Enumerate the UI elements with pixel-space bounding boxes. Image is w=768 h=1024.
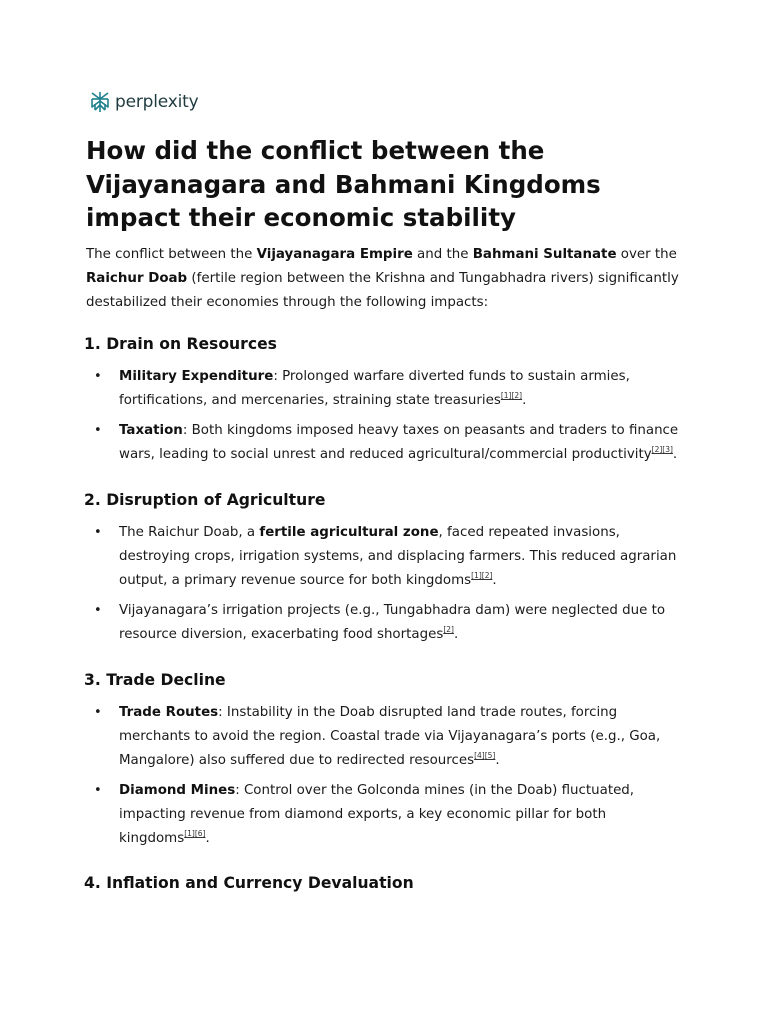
- list-item: [94, 419, 686, 467]
- item-text: : Instability in the Doab disrupted land trade routes, forcing merchants to avoid the region. Coastal trade via Vijayanagara’s ports (e.g., Goa, Mangalore) also suffered due to redirected resources: [119, 705, 661, 768]
- intro-bold-term: Vijayanagara Empire: [256, 246, 413, 262]
- perplexity-logo[interactable]: [89, 90, 198, 114]
- brand-wordmark: perplexity: [115, 92, 199, 112]
- item-end: .: [205, 831, 210, 846]
- item-bold-term: fertile agricultural zone: [259, 525, 439, 540]
- item-end: .: [522, 393, 527, 408]
- item-text: , faced repeated invasions, destroying crops, irrigation systems, and displacing farmers. This reduced agrarian output, a primary revenue source for both kingdoms: [119, 525, 677, 588]
- citations: [474, 751, 495, 760]
- citation-link[interactable]: [1]: [500, 391, 512, 400]
- citations: [501, 391, 522, 400]
- citation-link[interactable]: [1]: [471, 571, 482, 580]
- citation-link[interactable]: [6]: [194, 829, 206, 838]
- item-text: : Prolonged warfare diverted funds to sustain armies, fortifications, and mercenaries, straining state treasuries: [119, 369, 630, 408]
- citation-link[interactable]: [5]: [484, 751, 496, 760]
- list-item: [94, 521, 686, 593]
- list-item: [94, 599, 686, 647]
- item-bold-term: Military Expenditure: [119, 369, 274, 384]
- section-list: [94, 701, 686, 857]
- intro-text: The conflict between the: [86, 246, 257, 262]
- citations: [184, 829, 205, 838]
- citation-link[interactable]: [2]: [443, 625, 454, 634]
- citation-link[interactable]: [4]: [474, 751, 485, 760]
- bullet: •: [94, 705, 102, 720]
- item-text: : Both kingdoms imposed heavy taxes on peasants and traders to finance wars, leading to social unrest and reduced agricultural/commercial productivity: [119, 423, 679, 462]
- intro-text: and the: [412, 246, 473, 262]
- item-bold-term: Trade Routes: [119, 705, 219, 720]
- section-heading: 2. Disruption of Agriculture: [84, 491, 326, 509]
- section-list: [94, 521, 686, 653]
- item-text: The Raichur Doab, a: [119, 525, 260, 540]
- item-bold-term: Taxation: [119, 423, 183, 438]
- bullet: •: [94, 525, 102, 540]
- citation-link[interactable]: [2]: [511, 391, 523, 400]
- item-bold-term: Diamond Mines: [119, 783, 236, 798]
- bullet: •: [94, 603, 102, 618]
- citation-link[interactable]: [2]: [651, 445, 663, 454]
- item-text: Vijayanagara’s irrigation projects (e.g., Tungabhadra dam) were neglected due to resource diversion, exacerbating food shortages: [119, 603, 666, 642]
- page-title: How did the conflict between the Vijayanagara and Bahmani Kingdoms impact their economic stability: [86, 136, 601, 232]
- item-end: .: [492, 573, 497, 588]
- intro-paragraph: [86, 243, 686, 315]
- intro-text: (fertile region between the Krishna and Tungabhadra rivers) significantly destabilized their economies through the following impacts:: [86, 270, 679, 310]
- perplexity-logo-icon: [89, 90, 111, 114]
- item-end: .: [453, 627, 459, 642]
- list-item: [94, 365, 686, 413]
- item-text: : Control over the Golconda mines (in the Doab) fluctuated, impacting revenue from diamond exports, a key economic pillar for both kingdoms: [119, 783, 635, 846]
- citations: [443, 625, 454, 634]
- item-end: .: [672, 447, 678, 462]
- bullet: •: [94, 369, 102, 384]
- intro-bold-term: Bahmani Sultanate: [472, 246, 617, 262]
- citation-link[interactable]: [1]: [184, 829, 195, 838]
- citation-link[interactable]: [2]: [481, 571, 493, 580]
- intro-text: over the: [616, 246, 677, 262]
- citations: [471, 571, 492, 580]
- section-list: [94, 365, 686, 473]
- item-end: .: [495, 753, 500, 768]
- answer-content: [86, 134, 686, 315]
- bullet: •: [94, 783, 102, 798]
- intro-bold-term: Raichur Doab: [86, 270, 188, 286]
- citations: [652, 445, 673, 454]
- section-heading: 3. Trade Decline: [84, 671, 226, 689]
- bullet: •: [94, 423, 102, 438]
- list-item: [94, 701, 686, 773]
- citation-link[interactable]: [3]: [662, 445, 673, 454]
- section-heading: 1. Drain on Resources: [84, 335, 277, 353]
- section-heading: 4. Inflation and Currency Devaluation: [84, 874, 414, 892]
- list-item: [94, 779, 686, 851]
